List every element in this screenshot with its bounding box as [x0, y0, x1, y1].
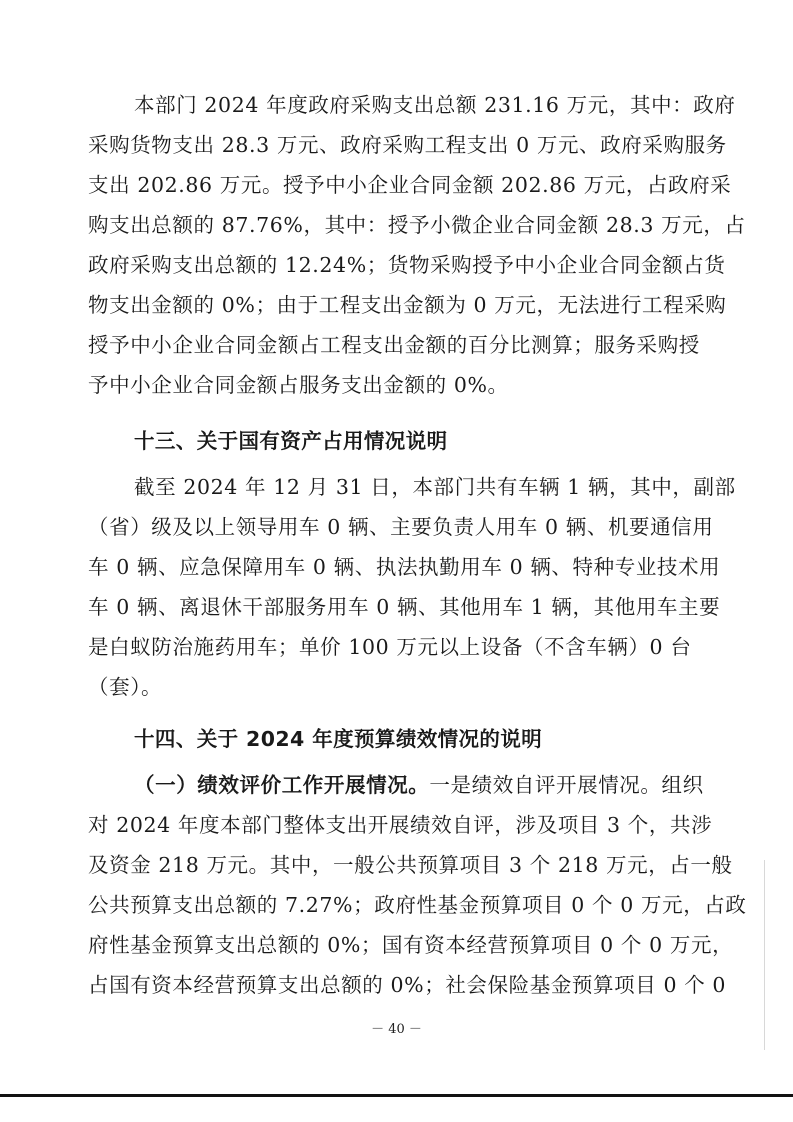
paragraph-line: 政府采购支出总额的 12.24%；货物采购授予中小企业合同金额占货: [88, 253, 726, 277]
bottom-rule: [0, 1094, 793, 1097]
paragraph-line: 予中小企业合同金额占服务支出金额的 0%。: [88, 373, 509, 397]
paragraph-line: 采购货物支出 28.3 万元、政府采购工程支出 0 万元、政府采购服务: [88, 133, 727, 157]
paragraph-line: [134, 766, 728, 804]
subsection-lead: （一）绩效评价工作开展情况。: [134, 773, 430, 797]
subsection-text: 一是绩效自评开展情况。组织: [429, 773, 704, 797]
paragraph-line: 公共预算支出总额的 7.27%；政府性基金预算项目 0 个 0 万元，占政: [88, 893, 747, 917]
paragraph-line: 截至 2024 年 12 月 31 日，本部门共有车辆 1 辆，其中，副部: [134, 475, 736, 499]
section-14-heading: 十四、关于 2024 年度预算绩效情况的说明: [134, 727, 543, 751]
paragraph-line: （套）。: [88, 675, 163, 699]
paragraph-line: 府性基金预算支出总额的 0%；国有资本经营预算项目 0 个 0 万元，: [88, 933, 734, 957]
paragraph-line: 授予中小企业合同金额占工程支出金额的百分比测算；服务采购授: [88, 333, 700, 357]
scan-edge-mark: [764, 860, 765, 1050]
paragraph-line: 购支出总额的 87.76%，其中：授予小微企业合同金额 28.3 万元，占: [88, 213, 746, 237]
paragraph-line: 支出 202.86 万元。授予中小企业合同金额 202.86 万元，占政府采: [88, 173, 732, 197]
paragraph-line: 对 2024 年度本部门整体支出开展绩效自评，涉及项目 3 个，共涉: [88, 813, 713, 837]
paragraph-line: 本部门 2024 年度政府采购支出总额 231.16 万元，其中：政府: [134, 93, 736, 117]
page-number: － 40 －: [371, 1022, 422, 1037]
paragraph-line: 是白蚁防治施药用车；单价 100 万元以上设备（不含车辆）0 台: [88, 635, 692, 659]
paragraph-line: 占国有资本经营预算支出总额的 0%；社会保险基金预算项目 0 个 0: [88, 973, 727, 997]
paragraph-line: （省）级及以上领导用车 0 辆、主要负责人用车 0 辆、机要通信用: [88, 515, 714, 539]
paragraph-line: 及资金 218 万元。其中，一般公共预算项目 3 个 218 万元，占一般: [88, 853, 733, 877]
paragraph-line: 物支出金额的 0%；由于工程支出金额为 0 万元，无法进行工程采购: [88, 293, 727, 317]
paragraph-line: 车 0 辆、应急保障用车 0 辆、执法执勤用车 0 辆、特种专业技术用: [88, 555, 721, 579]
paragraph-line: 车 0 辆、离退休干部服务用车 0 辆、其他用车 1 辆，其他用车主要: [88, 595, 721, 619]
section-13-heading: 十三、关于国有资产占用情况说明: [134, 429, 448, 453]
